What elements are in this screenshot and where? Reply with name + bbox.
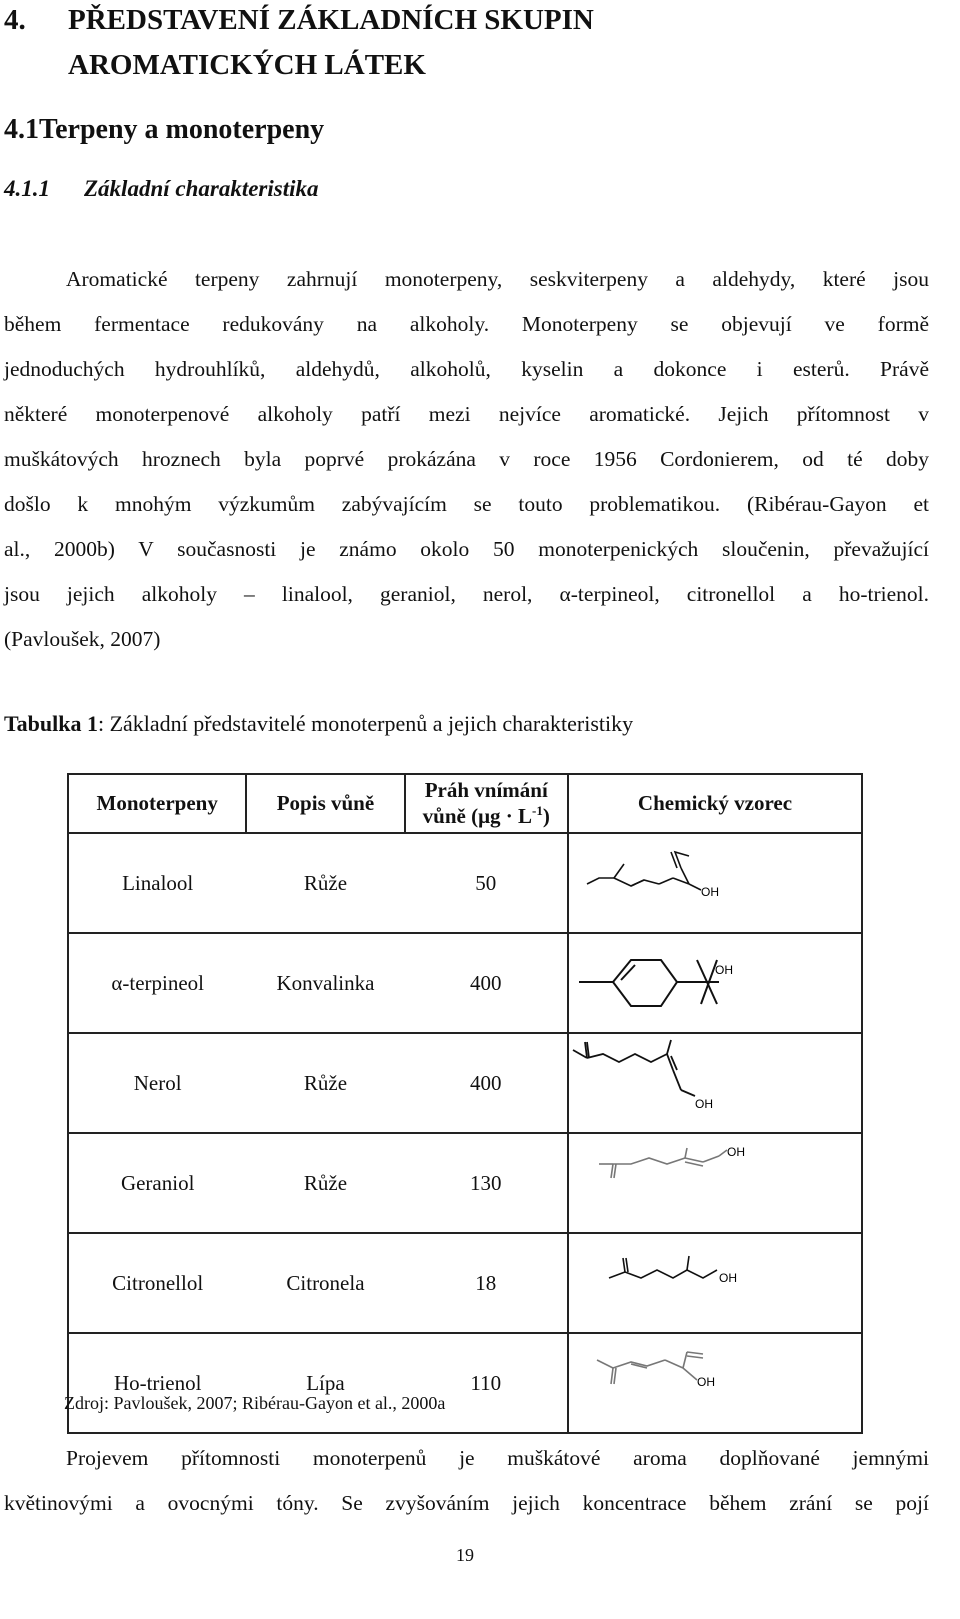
oh-label: OH <box>700 885 719 899</box>
cell-name: Geraniol <box>68 1133 246 1233</box>
cell-formula <box>568 1233 862 1333</box>
cell-formula <box>568 1133 862 1233</box>
hotrienol-structure <box>569 1334 861 1426</box>
cell-name: Citronellol <box>68 1233 246 1333</box>
paragraph-line: Projevem přítomnosti monoterpenů je muškátové aroma doplňované jemnými <box>66 1446 929 1470</box>
header-prah-sup: -1 <box>532 803 543 818</box>
oh-label: OH <box>718 1271 737 1285</box>
table-caption <box>4 711 633 737</box>
cell-name: Ho-trienol <box>68 1333 246 1433</box>
cell-threshold: 400 <box>405 1033 568 1133</box>
oh-label: OH <box>696 1375 715 1389</box>
terpineol-structure <box>569 934 861 1026</box>
cell-threshold: 400 <box>405 933 568 1033</box>
paragraph-line: jsou jejich alkoholy – linalool, geraniol, nerol, α-terpineol, citronellol a ho-trienol. <box>4 582 929 606</box>
header-prah-end: ) <box>542 804 550 828</box>
table-row <box>68 1033 862 1133</box>
paragraph-line: došlo k mnohým výzkumům zabývajícím se touto problematikou. (Ribérau-Gayon et <box>4 492 929 516</box>
oh-label: OH <box>694 1097 713 1111</box>
cell-formula <box>568 833 862 933</box>
table-row <box>68 1333 862 1433</box>
paragraph-line: (Pavloušek, 2007) <box>4 627 161 651</box>
page-number: 19 <box>456 1545 474 1565</box>
cell-scent: Růže <box>246 833 404 933</box>
cell-name: α-terpineol <box>68 933 246 1033</box>
oh-label: OH <box>726 1145 745 1159</box>
section-number: 4.1 <box>4 114 39 145</box>
cell-threshold: 110 <box>405 1333 568 1433</box>
chapter-title-line1: PŘEDSTAVENÍ ZÁKLADNÍCH SKUPIN <box>68 4 594 36</box>
cell-threshold: 130 <box>405 1133 568 1233</box>
subsection-heading <box>4 176 319 202</box>
cell-threshold: 18 <box>405 1233 568 1333</box>
header-vzorec: Chemický vzorec <box>568 774 862 833</box>
chapter-heading <box>4 2 594 38</box>
table-caption-text: : Základní představitelé monoterpenů a jejich charakteristiky <box>97 711 634 736</box>
paragraph-line: jednoduchých hydrouhlíků, aldehydů, alkoholů, kyselin a dokonce i esterů. Právě <box>4 357 929 381</box>
paragraph-line: al., 2000b) V současnosti je známo okolo 50 monoterpenických sloučenin, převažující <box>4 537 929 561</box>
paragraph-line: Aromatické terpeny zahrnují monoterpeny, seskviterpeny a aldehydy, které jsou <box>66 267 929 291</box>
closing-paragraph <box>4 1436 929 1526</box>
section-heading <box>4 114 324 146</box>
table-row <box>68 1133 862 1233</box>
cell-scent: Růže <box>246 1033 404 1133</box>
cell-scent: Citronela <box>246 1233 404 1333</box>
cell-name: Linalool <box>68 833 246 933</box>
cell-name: Nerol <box>68 1033 246 1133</box>
subsection-title: Základní charakteristika <box>84 176 319 201</box>
cell-scent: Růže <box>246 1133 404 1233</box>
subsection-number: 4.1.1 <box>4 176 50 201</box>
section-title: Terpeny a monoterpeny <box>39 114 325 145</box>
header-monoterpeny: Monoterpeny <box>68 774 246 833</box>
table-row <box>68 1233 862 1333</box>
cell-formula <box>568 933 862 1033</box>
chapter-title-line2: AROMATICKÝCH LÁTEK <box>68 49 426 81</box>
intro-paragraph <box>4 257 929 662</box>
citronellol-structure <box>569 1234 861 1326</box>
cell-threshold: 50 <box>405 833 568 933</box>
linalool-structure <box>569 834 861 926</box>
geraniol-structure <box>569 1134 861 1226</box>
table-caption-label: Tabulka 1 <box>4 711 98 736</box>
cell-formula <box>568 1333 862 1433</box>
cell-scent: Konvalinka <box>246 933 404 1033</box>
nerol-structure <box>569 1034 861 1126</box>
table-row <box>68 833 862 933</box>
header-prah <box>405 774 568 833</box>
cell-scent: Lípa <box>246 1333 404 1433</box>
oh-label: OH <box>714 963 733 977</box>
cell-formula <box>568 1033 862 1133</box>
paragraph-line: některé monoterpenové alkoholy patří mezi nejvíce aromatické. Jejich přítomnost v <box>4 402 929 426</box>
header-prah-line1: Práh vnímání <box>424 778 548 802</box>
paragraph-line: během fermentace redukovány na alkoholy. Monoterpeny se objevují ve formě <box>4 312 929 336</box>
header-prah-line2: vůně (μg · L <box>422 804 533 828</box>
paragraph-line: květinovými a ovocnými tóny. Se zvyšováním jejich koncentrace během zrání se pojí <box>4 1491 929 1515</box>
monoterpene-table <box>67 773 863 1434</box>
header-popis: Popis vůně <box>246 774 404 833</box>
table-source: Zdroj: Pavloušek, 2007; Ribérau-Gayon et al., 2000a <box>64 1393 446 1413</box>
paragraph-line: muškátových hroznech byla poprvé prokázána v roce 1956 Cordonierem, od té doby <box>4 447 929 471</box>
table-row <box>68 933 862 1033</box>
table-header-row <box>68 774 862 833</box>
chapter-number: 4. <box>4 4 26 36</box>
